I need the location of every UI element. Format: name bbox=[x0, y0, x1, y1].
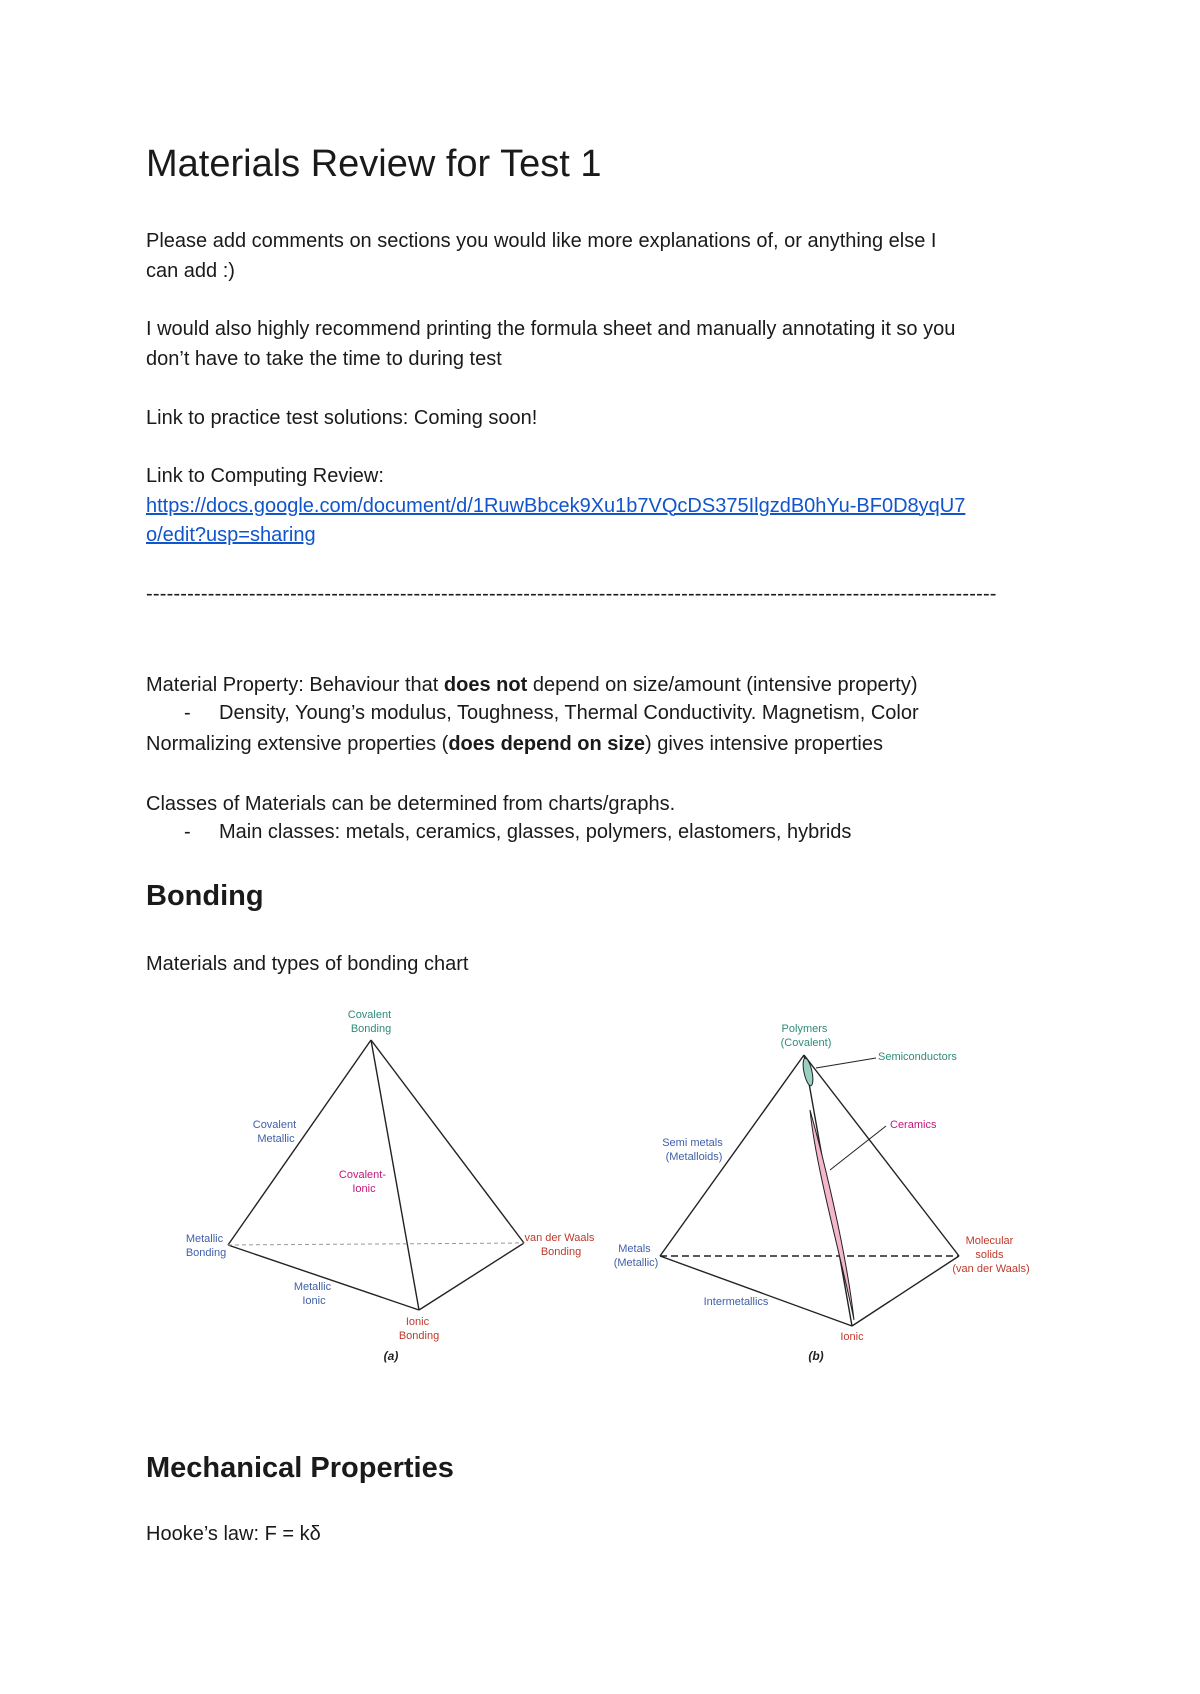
computing-review-paragraph bbox=[146, 462, 1066, 551]
comments-line-1: Please add comments on sections you would like more explanations of, or anything else I bbox=[146, 230, 937, 252]
practice-link-text: Link to practice test solutions: Coming soon! bbox=[146, 407, 538, 429]
label-ionic: Ionic bbox=[840, 1331, 864, 1343]
label-metallic-ionic: Metallic Ionic bbox=[293, 1281, 332, 1307]
bullet-dash: - bbox=[184, 821, 191, 843]
label-metals-metallic: Metals (Metallic) bbox=[613, 1243, 659, 1269]
normalizing-prefix: Normalizing extensive properties ( bbox=[146, 733, 449, 755]
label-polymers-covalent: Polymers (Covalent) bbox=[780, 1023, 832, 1049]
bullet-text: Density, Young’s modulus, Toughness, Thermal Conductivity. Magnetism, Color bbox=[219, 702, 919, 724]
label-metallic-bonding: Metallic Bonding bbox=[185, 1233, 227, 1259]
material-property-bold: does not bbox=[443, 674, 528, 696]
recommend-paragraph bbox=[146, 315, 1066, 374]
material-property-prefix: Material Property: Behaviour that bbox=[146, 674, 444, 696]
normalizing-line bbox=[146, 730, 1066, 760]
label-covalent-ionic: Covalent- Ionic bbox=[338, 1169, 387, 1195]
page-title: Materials Review for Test 1 bbox=[146, 143, 602, 185]
bonding-tetrahedra-figure bbox=[176, 1000, 1036, 1380]
recommend-line-2: don’t have to take the time to during test bbox=[146, 347, 502, 370]
section-divider: ---------------------------------------------------------------------------------------------------------------------------- bbox=[146, 583, 997, 605]
diagram-a bbox=[186, 1009, 598, 1363]
normalizing-suffix: ) gives intensive properties bbox=[645, 733, 883, 755]
diagram-b-label: (b) bbox=[808, 1349, 824, 1363]
label-covalent-bonding: Covalent Bonding bbox=[347, 1009, 392, 1035]
material-property-suffix: depend on size/amount (intensive property) bbox=[527, 674, 918, 696]
label-ionic-bonding: Ionic Bonding bbox=[398, 1316, 440, 1342]
label-molecular-solids: Molecular solids (van der Waals) bbox=[952, 1235, 1030, 1275]
mechanical-properties-heading: Mechanical Properties bbox=[146, 1452, 454, 1484]
computing-review-link-line-2[interactable]: o/edit?usp=sharing bbox=[146, 524, 316, 546]
bonding-caption: Materials and types of bonding chart bbox=[146, 953, 469, 975]
label-ceramics: Ceramics bbox=[890, 1119, 937, 1131]
recommend-line-1: I would also highly recommend printing the formula sheet and manually annotating it so you bbox=[146, 318, 956, 340]
diagram-a-label: (a) bbox=[383, 1349, 399, 1363]
label-semi-metals: Semi metals (Metalloids) bbox=[662, 1137, 723, 1163]
normalizing-bold: does depend on size bbox=[448, 733, 646, 755]
bullet-text: Main classes: metals, ceramics, glasses, polymers, elastomers, hybrids bbox=[219, 821, 852, 843]
comments-line-2: can add :) bbox=[146, 259, 235, 282]
label-covalent-metallic: Covalent Metallic bbox=[252, 1119, 297, 1145]
label-van-der-waals-bonding: van der Waals Bonding bbox=[524, 1232, 595, 1258]
label-intermetallics: Intermetallics bbox=[703, 1296, 769, 1308]
bullet-dash: - bbox=[184, 702, 191, 724]
label-semiconductors: Semiconductors bbox=[878, 1051, 957, 1063]
bonding-heading: Bonding bbox=[146, 880, 264, 912]
classes-line: Classes of Materials can be determined from charts/graphs. bbox=[146, 793, 676, 815]
material-property-line bbox=[146, 671, 1066, 701]
hookes-law-line: Hooke’s law: F = kδ bbox=[146, 1523, 321, 1545]
diagram-b bbox=[614, 1023, 1030, 1363]
computing-review-link-line-1[interactable]: https://docs.google.com/document/d/1RuwBbcek9Xu1b7VQcDS375IlgzdB0hYu-BF0D8yqU7 bbox=[146, 494, 966, 517]
comments-paragraph bbox=[146, 227, 1066, 286]
computing-review-label: Link to Computing Review: bbox=[146, 465, 384, 487]
